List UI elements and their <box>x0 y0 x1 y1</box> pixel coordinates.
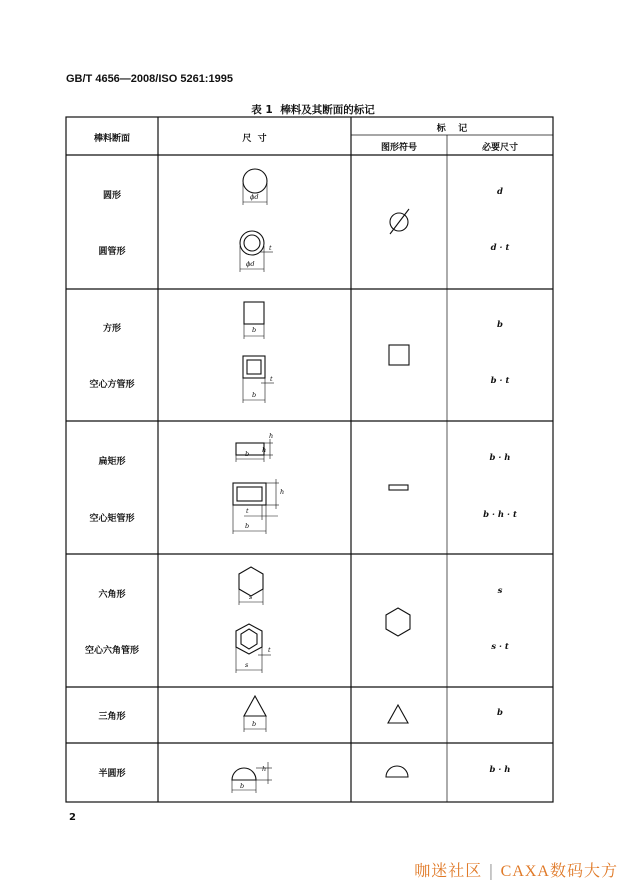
dim-label-thickness: t <box>268 646 271 654</box>
dim-label-thickness: t <box>270 375 273 383</box>
flat-rectangle-drawing <box>236 439 273 462</box>
section-name: 圆管形 <box>98 247 126 257</box>
section-name: 六角形 <box>98 590 126 600</box>
dim-label-height: h <box>280 488 285 496</box>
half-circle-icon <box>386 766 408 777</box>
required-dimension: d · t <box>490 243 510 253</box>
square-icon <box>389 345 409 365</box>
section-name: 空心六角管形 <box>84 646 139 656</box>
dim-label-width: b <box>240 782 245 790</box>
page-number: 2 <box>69 812 76 823</box>
required-dimension: b · t <box>490 376 510 386</box>
dim-label-width: b <box>245 522 250 530</box>
dim-label-thickness: t <box>246 507 249 515</box>
dim-label-width: b <box>252 720 257 728</box>
dim-label-height: h <box>262 765 267 773</box>
dim-label-diameter: ϕd <box>250 193 259 201</box>
dim-label-height: h <box>262 446 267 454</box>
section-name: 三角形 <box>98 712 126 722</box>
watermark-left: 咖迷社区 <box>414 861 483 880</box>
section-name: 半圆形 <box>98 769 126 779</box>
dim-label-thickness: t <box>269 244 272 252</box>
section-name: 方形 <box>102 324 121 334</box>
section-name: 空心矩管形 <box>89 514 135 524</box>
triangle-icon <box>388 705 408 723</box>
hollow-rectangle-drawing <box>233 479 279 534</box>
dim-label-width: b <box>252 326 257 334</box>
circle-slash-icon <box>390 209 409 234</box>
table-title: 棒料及其断面的标记 <box>280 104 375 116</box>
required-dimension: b · h <box>489 453 511 463</box>
header-symbol: 图形符号 <box>380 143 417 153</box>
header-dimension: 尺 寸 <box>242 134 267 144</box>
required-dimension: d <box>497 187 503 197</box>
header-required: 必要尺寸 <box>481 143 518 153</box>
required-dimension: b <box>497 708 503 718</box>
table-number: 表 1 <box>251 104 273 116</box>
watermark-right: 数码大方 <box>549 861 618 880</box>
hollow-hexagon-drawing <box>236 624 271 673</box>
required-dimension: b · h <box>489 765 511 775</box>
dim-label-width: b <box>245 450 250 458</box>
required-dimension: s · t <box>491 642 509 652</box>
section-name: 扁矩形 <box>98 457 126 467</box>
dim-label-span: s <box>245 661 249 669</box>
required-dimension: s <box>497 586 503 596</box>
dim-label-width: b <box>252 391 257 399</box>
header-section: 棒料断面 <box>93 134 130 144</box>
watermark-latin: CAXA <box>500 863 550 880</box>
watermark-separator: | <box>488 861 495 880</box>
watermark <box>414 858 618 881</box>
required-dimension: b <box>497 320 503 330</box>
header-marking: 标 记 <box>436 124 468 134</box>
section-name: 圆形 <box>102 191 121 201</box>
standard-number: GB/T 4656—2008/ISO 5261:1995 <box>66 73 233 85</box>
dim-label-height: h <box>269 432 274 440</box>
dim-label-diameter: ϕd <box>246 260 255 268</box>
flat-rectangle-icon <box>389 485 408 490</box>
required-dimension: b · h · t <box>483 510 517 520</box>
section-name: 空心方管形 <box>89 380 135 390</box>
dim-label-span: s <box>249 593 253 601</box>
hexagon-icon <box>386 608 410 636</box>
